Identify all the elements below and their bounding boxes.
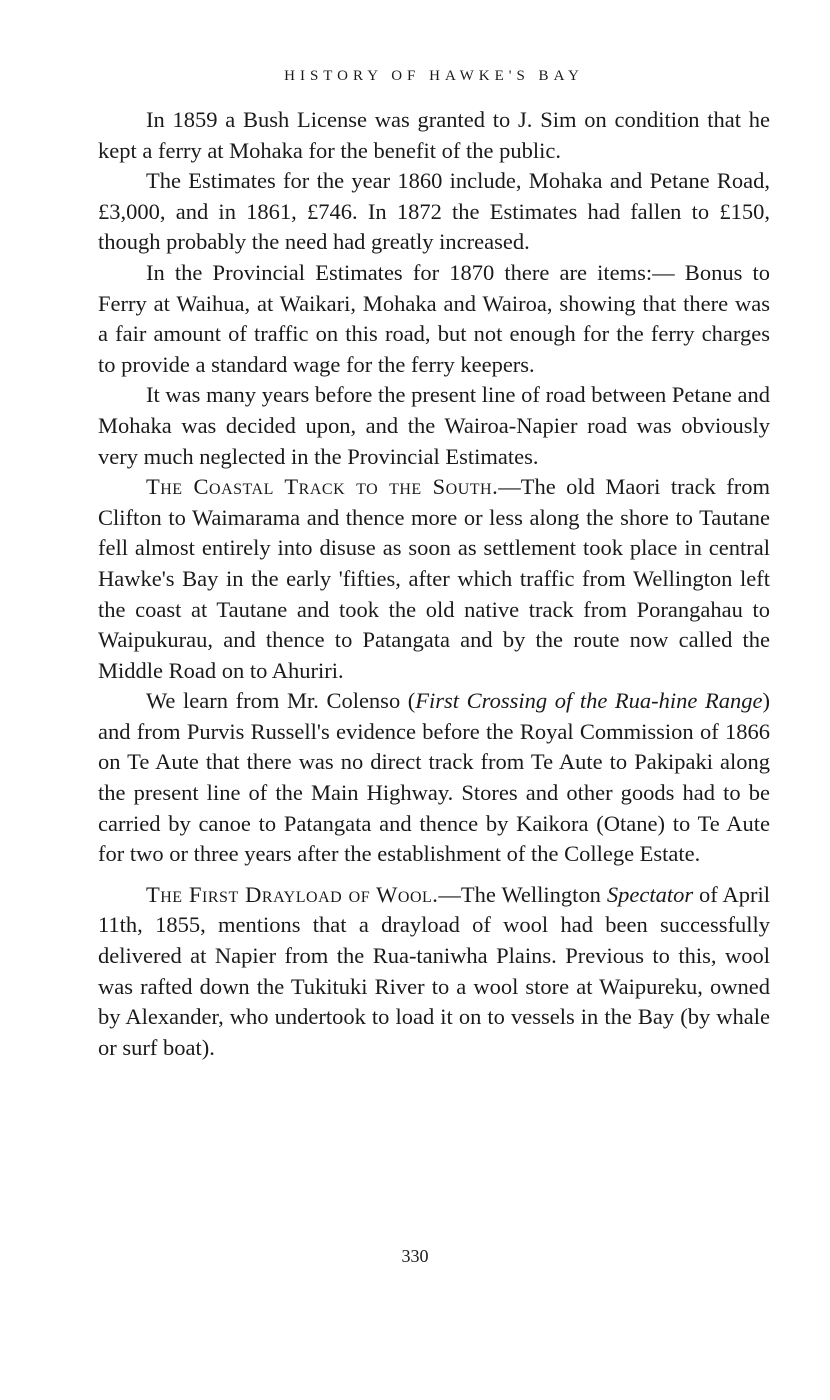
book-page <box>98 68 770 1063</box>
section-heading-coastal-track: The Coastal Track to the South. <box>146 474 499 500</box>
paragraph-bush-license: In 1859 a Bush License was granted to J. Sim on condition that he kept a ferry at Mohaka for the benefit of the public. <box>98 107 770 163</box>
drayload-text-start: —The Wellington <box>438 881 607 907</box>
coastal-track-body: —The old Maori track from Clifton to Waimarama and thence more or less along the shore to Tautane fell almost entirely into disuse as soon as settlement took place in central Hawke's Bay in the early 'fifties, after which traffic from Wellington left the coast at Tautane and took the old native track from Porangahau to Waipukurau, and thence to Patangata and by the route now called the Middle Road on to Ahuriri. <box>98 474 771 683</box>
colenso-book-title: First Crossing of the Rua-hine Range <box>415 688 763 714</box>
paragraph-provincial-estimates-1870: In the Provincial Estimates for 1870 there are items:— Bonus to Ferry at Waihua, at Waikari, Mohaka and Wairoa, showing that there was a fair amount of traffic on this road, but not enough for the ferry charges to provide a standard wage for the ferry keepers. <box>98 259 770 377</box>
paragraph-colenso <box>98 686 770 870</box>
spectator-title: Spectator <box>606 881 694 907</box>
colenso-text-end: ) and from Purvis Russell's evidence before the Royal Commission of 1866 on Te Aute that there was no direct track from Te Aute to Pakipaki along the present line of the Main Highway. Stores and other goods had to be carried by canoe to Patangata and thence by Kaikora (Otane) to Te Aute for two or three years after the establishment of the College Estate. <box>98 688 770 867</box>
running-head: HISTORY OF HAWKE'S BAY <box>284 68 584 84</box>
paragraph-petane-mohaka-road: It was many years before the present line of road between Petane and Mohaka was decided upon, and the Wairoa-Napier road was obviously very much neglected in the Provincial Estimates. <box>98 382 770 469</box>
paragraph-coastal-track <box>98 472 770 686</box>
drayload-text-end: of April 11th, 1855, mentions that a drayload of wool had been successfully delivered at Napier from the Rua-taniwha Plains. Previous to this, wool was rafted down the Tukituki River to a wool store at Waipureku, owned by Alexander, who undertook to load it on to vessels in the Bay (by whale or surf boat). <box>98 881 770 1060</box>
paragraph-first-drayload <box>98 880 770 1064</box>
section-heading-first-drayload: The First Drayload of Wool. <box>146 881 439 907</box>
page-number: 330 <box>401 1246 429 1266</box>
colenso-text-start: We learn from Mr. Colenso ( <box>146 688 416 714</box>
paragraph-estimates-1860: The Estimates for the year 1860 include, Mohaka and Petane Road, £3,000, and in 1861, £746. In 1872 the Estimates had fallen to £150, though probably the need had greatly increased. <box>98 168 770 255</box>
